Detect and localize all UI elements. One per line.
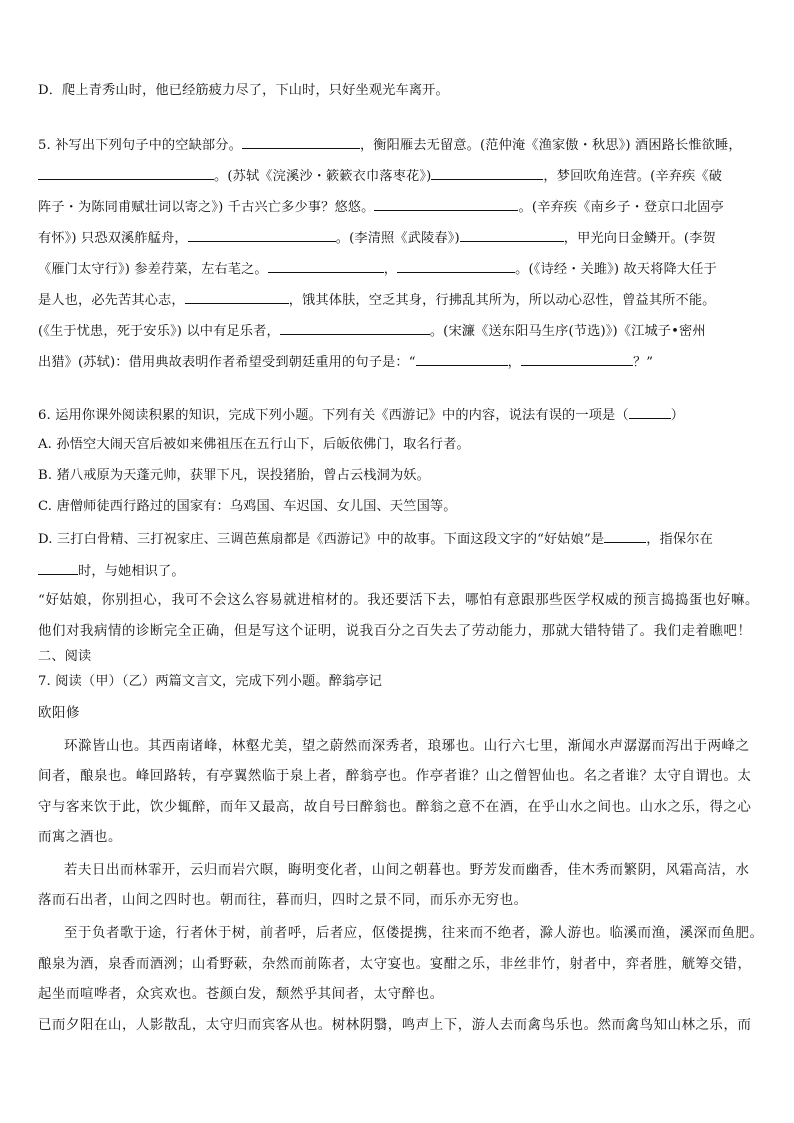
text-segment: 有怀》) 只恐双溪舴艋舟，: [38, 231, 188, 246]
text-segment: ，: [383, 262, 398, 277]
text-segment: ）: [670, 408, 685, 423]
text-line-p1c: 守与客来饮于此，饮少辄醉，而年又最高，故自号曰醉翁也。醉翁之意不在酒，在乎山水之间也。山水之乐，得之心: [38, 800, 752, 815]
answer-blank: [629, 404, 671, 419]
text-segment: ，梦回吹角连营。(辛弃疾《破: [543, 169, 723, 184]
text-line-q5b: [38, 165, 760, 187]
text-line-p3c: 起坐而喧哗者，众宾欢也。苍颜白发，颓然乎其间者，太守醉也。: [38, 987, 444, 1002]
text-line-p4a: 已而夕阳在山，人影散乱，太守归而宾客从也。树林阴翳，鸣声上下，游人去而禽鸟乐也。然而禽鸟知山林之乐，而: [38, 1018, 752, 1033]
answer-blank: [397, 258, 515, 273]
text-line-q6b: B. 猪八戒原为天蓬元帅，获罪下凡，误投猪胎，曾占云栈洞为妖。: [38, 468, 430, 483]
text-line-q6e: [38, 560, 760, 582]
text-segment: (《生于忧患，死于安乐》) 以中有足乐者，: [38, 324, 280, 339]
text-line-q6a: A. 孙悟空大闹天宫后被如来佛祖压在五行山下，后皈依佛门，取名行者。: [38, 437, 470, 452]
text-segment: 。(苏轼《浣溪沙・簌簌衣巾落枣花》): [214, 169, 432, 184]
text-segment: ，衡阳雁去无留意。(范仲淹《渔家傲・秋思》) 酒困路长惟欲睡，: [359, 138, 742, 153]
text-line-q5f: [38, 289, 760, 311]
text-line-q7: 7. 阅读（甲）（乙）两篇文言文，完成下列小题。醉翁亭记: [38, 674, 383, 689]
text-line-q6: [38, 404, 760, 426]
answer-blank: [374, 196, 518, 211]
answer-blank: [242, 134, 360, 149]
answer-blank: [185, 289, 289, 304]
text-segment: D. 三打白骨精、三打祝家庄、三调芭蕉扇都是《西游记》中的故事。下面这段文字的“好姑娘”是: [38, 532, 605, 547]
text-segment: 时，与她相识了。: [78, 564, 185, 579]
text-line-q6c: C. 唐僧师徒西行路过的国家有：乌鸡国、车迟国、女儿国、天竺国等。: [38, 499, 457, 514]
text-segment: ，指保尔在: [646, 532, 713, 547]
text-segment: 。(李清照《武陵春》): [335, 231, 460, 246]
text-line-auth: 欧阳修: [38, 706, 80, 721]
text-segment: 6. 运用你课外阅读积累的知识，完成下列小题。下列有关《西游记》中的内容，说法有误的一项是（: [38, 408, 629, 423]
text-line-k1: “好姑娘，你别担心，我可不会这么容易就进棺材的。我还要活下去，哪怕有意跟那些医学权威的预言捣捣蛋也好嘛。: [38, 593, 759, 608]
text-segment: 。(《诗经・关雎》) 故天将降大任于: [515, 262, 717, 277]
text-segment: 出猎》(苏轼)：借用典故表明作者希望受到朝廷重用的句子是：“: [38, 355, 416, 370]
text-segment: ，甲光向日金鳞开。(李贺: [563, 231, 716, 246]
text-segment: 阵子・为陈同甫赋壮词以寄之》) 千古兴亡多少事？悠悠。: [38, 200, 375, 215]
answer-blank: [38, 560, 78, 575]
text-segment: ，: [507, 355, 521, 370]
text-line-p2a: 若夫日出而林霏开，云归而岩穴暝，晦明变化者，山间之朝暮也。野芳发而幽香，佳木秀而繁阴，风霜高洁，水: [64, 863, 750, 878]
text-line-k2: 他们对我病情的诊断完全正确，但是写这个证明，说我百分之百失去了劳动能力，那就大错特错了。我们走着瞧吧！: [38, 624, 752, 639]
text-line-q5g: [38, 320, 760, 342]
text-line-p2b: 落而石出者，山间之四时也。朝而往，暮而归，四时之景不同，而乐亦无穷也。: [38, 893, 528, 908]
text-segment: ？”: [632, 355, 654, 370]
text-line-q5d: [38, 227, 760, 249]
text-line-q4d: D．爬上青秀山时，他已经筋疲力尽了，下山时，只好坐观光车离开。: [38, 83, 449, 98]
answer-blank: [38, 165, 214, 180]
text-line-p3b: 酿泉为酒，泉香而酒洌；山肴野蔌，杂然而前陈者，太守宴也。宴酣之乐，非丝非竹，射者中，弈者胜，觥筹交错，: [38, 957, 752, 972]
text-segment: 。(辛弃疾《南乡子・登京口北固亭: [518, 200, 724, 215]
answer-blank: [280, 320, 430, 335]
answer-blank: [268, 258, 384, 273]
text-line-q5a: [38, 134, 760, 156]
text-segment: 《雁门太守行》) 参差荇菜，左右芼之。: [38, 262, 268, 277]
text-line-p1d: 而寓之酒也。: [38, 830, 122, 845]
text-line-sec2: 二、阅读: [38, 649, 92, 664]
text-segment: 。(宋濂《送东阳马生序(节选)》)《江城子•密州: [429, 324, 706, 339]
answer-blank: [521, 351, 633, 366]
answer-blank: [188, 227, 336, 242]
answer-blank: [431, 165, 543, 180]
text-segment: 是人也，必先苦其心志，: [38, 293, 185, 308]
text-segment: ，饿其体肤，空乏其身，行拂乱其所为，所以动心忍性，曾益其所不能。: [288, 293, 716, 308]
text-line-p3a: 至于负者歌于途，行者休于树，前者呼，后者应，伛偻提携，往来而不绝者，滁人游也。临溪而渔，溪深而鱼肥。: [64, 926, 764, 941]
text-line-q6d: [38, 528, 760, 550]
answer-blank: [460, 227, 564, 242]
answer-blank: [416, 351, 508, 366]
text-line-q5c: [38, 196, 760, 218]
answer-blank: [604, 528, 646, 543]
text-segment: 5. 补写出下列句子中的空缺部分。: [38, 138, 242, 153]
text-line-p1b: 间者，酿泉也。峰回路转，有亭翼然临于泉上者，醉翁亭也。作亭者谁？山之僧智仙也。名之者谁？太守自谓也。太: [38, 769, 752, 784]
text-line-p1a: 环滁皆山也。其西南诸峰，林壑尤美，望之蔚然而深秀者，琅琊也。山行六七里，渐闻水声潺潺而泻出于两峰之: [64, 739, 750, 754]
text-line-q5h: [38, 351, 760, 373]
text-line-q5e: [38, 258, 760, 280]
